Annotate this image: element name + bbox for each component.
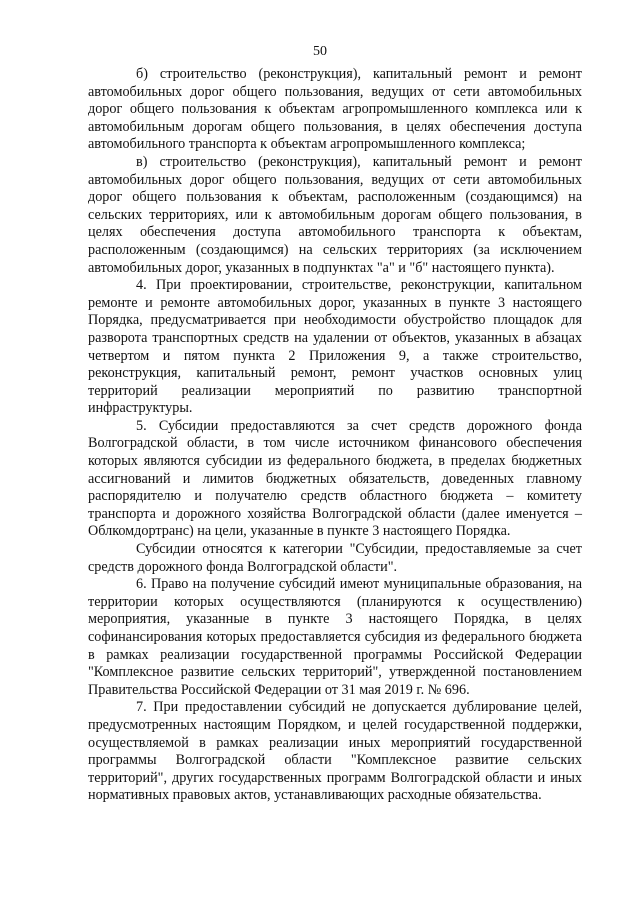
paragraph-subsidy-category: Субсидии относятся к категории "Субсидии, предоставляемые за счет средств дорожного фонда Волгоградской области". — [88, 541, 582, 575]
paragraph-subitem-b: б) строительство (реконструкция), капитальный ремонт и ремонт автомобильных дорог общего пользования, ведущих от сети автомобильных дорог общего пользования к объектам агропромышленного комплекса или к автомобильным дорогам общего пользования, в целях обеспечения доступа автомобильного транспорта к объектам агропромышленного комплекса; — [88, 66, 582, 153]
paragraph-clause-6: 6. Право на получение субсидий имеют муниципальные образования, на территории которых осуществляются (планируются к осуществлению) мероприятия, указанные в пункте 3 настоящего Порядка, в целях софинансирования которых предоставляется субсидия из федерального бюджета в рамках реализации государственной программы Российской Федерации "Комплексное развитие сельских территорий", утвержденной постановлением Правительства Российской Федерации от 31 мая 2019 г. № 696. — [88, 576, 582, 698]
page-number: 50 — [313, 44, 327, 59]
paragraph-subitem-v: в) строительство (реконструкция), капитальный ремонт и ремонт автомобильных дорог общего пользования, ведущих от сети автомобильных дорог общего пользования к объектам, расположенным (создающимся) на сельских территориях, или к автомобильным дорогам общего пользования, в целях обеспечения доступа автомобильного транспорта к объектам, расположенным (создающимся) на сельских территориях (за исключением автомобильных дорог, указанных в подпунктах "а" и "б" настоящего пункта). — [88, 153, 582, 276]
document-body — [88, 66, 582, 805]
paragraph-clause-4: 4. При проектировании, строительстве, реконструкции, капитальном ремонте и ремонте автомобильных дорог, указанных в пункте 3 настоящего Порядка, предусматривается при необходимости обустройство площадок для разворота транспортных средств на удалении от объектов, указанных в абзацах четвертом и пятом пункта 2 Приложения 9, а также строительство, реконструкция, капитальный ремонт, ремонт участков основных улиц территорий реализации мероприятий по развитию транспортной инфраструктуры. — [88, 277, 582, 417]
paragraph-clause-7: 7. При предоставлении субсидий не допускается дублирование целей, предусмотренных настоящим Порядком, и целей государственной поддержки, осуществляемой в рамках реализации иных мероприятий государственной программы Волгоградской области "Комплексное развитие сельских территорий", других государственных программ Волгоградской области и иных нормативных правовых актов, устанавливающих расходные обязательства. — [88, 699, 582, 804]
paragraph-clause-5: 5. Субсидии предоставляются за счет средств дорожного фонда Волгоградской области, в том числе источником финансового обеспечения которых являются субсидии из федерального бюджета, в пределах бюджетных ассигнований и лимитов бюджетных обязательств, доведенных главному распорядителю и получателю средств областного бюджета – комитету транспорта и дорожного хозяйства Волгоградской области (далее именуется – Облкомдортранс) на цели, указанные в пункте 3 настоящего Порядка. — [88, 417, 582, 540]
